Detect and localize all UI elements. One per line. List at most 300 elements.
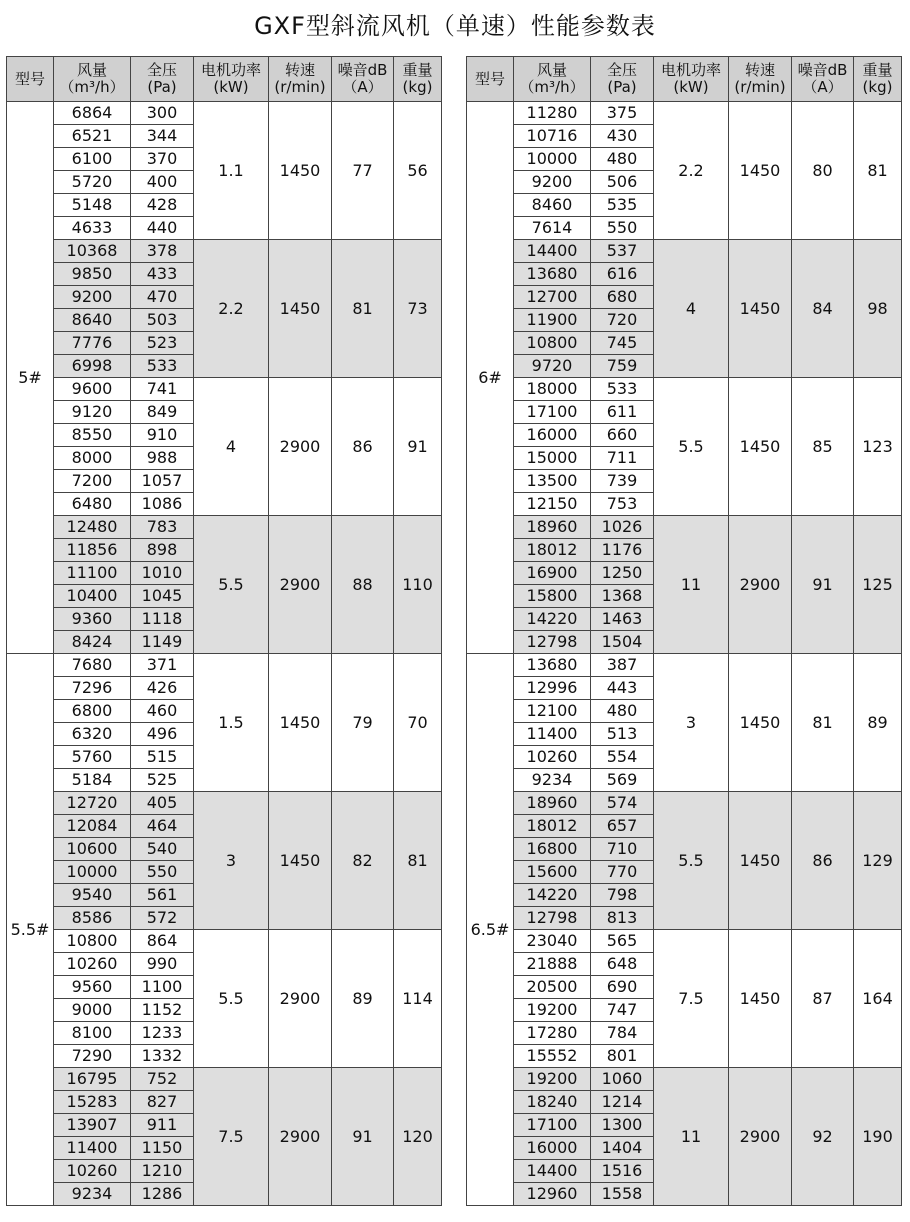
performance-table <box>6 56 442 1206</box>
noise-cell: 79 <box>332 654 394 792</box>
total-pressure-cell: 898 <box>131 539 194 562</box>
speed-cell: 2900 <box>269 930 332 1068</box>
air-volume-cell: 8460 <box>514 194 591 217</box>
header-motor-power <box>654 57 729 102</box>
total-pressure-cell: 720 <box>591 309 654 332</box>
total-pressure-cell: 990 <box>131 953 194 976</box>
noise-cell: 77 <box>332 102 394 240</box>
motor-power-cell: 1.5 <box>194 654 269 792</box>
weight-cell: 98 <box>854 240 902 378</box>
total-pressure-cell: 378 <box>131 240 194 263</box>
total-pressure-cell: 515 <box>131 746 194 769</box>
total-pressure-cell: 572 <box>131 907 194 930</box>
air-volume-cell: 7200 <box>54 470 131 493</box>
air-volume-cell: 6800 <box>54 700 131 723</box>
air-volume-cell: 6998 <box>54 355 131 378</box>
header-noise <box>792 57 854 102</box>
total-pressure-cell: 460 <box>131 700 194 723</box>
header-motor-power <box>194 57 269 102</box>
air-volume-cell: 12960 <box>514 1183 591 1206</box>
total-pressure-cell: 988 <box>131 447 194 470</box>
total-pressure-cell: 1233 <box>131 1022 194 1045</box>
total-pressure-cell: 550 <box>591 217 654 240</box>
total-pressure-cell: 440 <box>131 217 194 240</box>
header-total-pressure-line: 全压 <box>606 61 637 79</box>
noise-cell: 92 <box>792 1068 854 1206</box>
motor-power-cell: 11 <box>654 1068 729 1206</box>
table-row <box>7 516 442 539</box>
model-cell: 6.5# <box>467 654 514 1206</box>
header-weight-line: 重量 <box>402 61 433 79</box>
weight-cell: 89 <box>854 654 902 792</box>
total-pressure-cell: 1057 <box>131 470 194 493</box>
total-pressure-cell: 1516 <box>591 1160 654 1183</box>
air-volume-cell: 9540 <box>54 884 131 907</box>
total-pressure-cell: 496 <box>131 723 194 746</box>
air-volume-cell: 10368 <box>54 240 131 263</box>
total-pressure-cell: 1149 <box>131 631 194 654</box>
air-volume-cell: 5148 <box>54 194 131 217</box>
air-volume-cell: 6100 <box>54 148 131 171</box>
total-pressure-cell: 433 <box>131 263 194 286</box>
performance-table <box>466 56 902 1206</box>
air-volume-cell: 7290 <box>54 1045 131 1068</box>
total-pressure-cell: 801 <box>591 1045 654 1068</box>
total-pressure-cell: 711 <box>591 447 654 470</box>
total-pressure-cell: 1176 <box>591 539 654 562</box>
total-pressure-cell: 428 <box>131 194 194 217</box>
air-volume-cell: 14400 <box>514 240 591 263</box>
noise-cell: 86 <box>792 792 854 930</box>
header-weight-line: (kg) <box>862 78 893 96</box>
air-volume-cell: 12150 <box>514 493 591 516</box>
noise-cell: 91 <box>332 1068 394 1206</box>
air-volume-cell: 8000 <box>54 447 131 470</box>
motor-power-cell: 5.5 <box>654 792 729 930</box>
air-volume-cell: 7296 <box>54 677 131 700</box>
speed-cell: 1450 <box>269 240 332 378</box>
header-row <box>467 57 902 102</box>
total-pressure-cell: 1404 <box>591 1137 654 1160</box>
air-volume-cell: 18012 <box>514 539 591 562</box>
total-pressure-cell: 387 <box>591 654 654 677</box>
air-volume-cell: 18000 <box>514 378 591 401</box>
total-pressure-cell: 523 <box>131 332 194 355</box>
total-pressure-cell: 300 <box>131 102 194 125</box>
speed-cell: 1450 <box>269 654 332 792</box>
noise-cell: 84 <box>792 240 854 378</box>
air-volume-cell: 15552 <box>514 1045 591 1068</box>
total-pressure-cell: 1332 <box>131 1045 194 1068</box>
total-pressure-cell: 1045 <box>131 585 194 608</box>
weight-cell: 129 <box>854 792 902 930</box>
table-row <box>7 378 442 401</box>
weight-cell: 190 <box>854 1068 902 1206</box>
air-volume-cell: 9560 <box>54 976 131 999</box>
total-pressure-cell: 533 <box>131 355 194 378</box>
total-pressure-cell: 464 <box>131 815 194 838</box>
header-total-pressure-line: 全压 <box>146 61 177 79</box>
noise-cell: 88 <box>332 516 394 654</box>
header-weight <box>394 57 442 102</box>
total-pressure-cell: 1086 <box>131 493 194 516</box>
header-motor-power-line: (kW) <box>673 78 709 96</box>
total-pressure-cell: 537 <box>591 240 654 263</box>
air-volume-cell: 6864 <box>54 102 131 125</box>
air-volume-cell: 9234 <box>54 1183 131 1206</box>
air-volume-cell: 8640 <box>54 309 131 332</box>
air-volume-cell: 10716 <box>514 125 591 148</box>
air-volume-cell: 18960 <box>514 516 591 539</box>
speed-cell: 1450 <box>729 378 792 516</box>
motor-power-cell: 5.5 <box>654 378 729 516</box>
total-pressure-cell: 616 <box>591 263 654 286</box>
air-volume-cell: 10260 <box>54 1160 131 1183</box>
table-row <box>467 1068 902 1091</box>
air-volume-cell: 7776 <box>54 332 131 355</box>
air-volume-cell: 8586 <box>54 907 131 930</box>
total-pressure-cell: 405 <box>131 792 194 815</box>
air-volume-cell: 20500 <box>514 976 591 999</box>
air-volume-cell: 9120 <box>54 401 131 424</box>
total-pressure-cell: 759 <box>591 355 654 378</box>
header-model: 型号 <box>7 57 54 102</box>
weight-cell: 56 <box>394 102 442 240</box>
header-air-volume-line: 风量 <box>536 61 567 79</box>
total-pressure-cell: 1100 <box>131 976 194 999</box>
total-pressure-cell: 753 <box>591 493 654 516</box>
table-row <box>7 654 442 677</box>
air-volume-cell: 11100 <box>54 562 131 585</box>
air-volume-cell: 14220 <box>514 608 591 631</box>
total-pressure-cell: 1214 <box>591 1091 654 1114</box>
motor-power-cell: 5.5 <box>194 516 269 654</box>
weight-cell: 114 <box>394 930 442 1068</box>
total-pressure-cell: 1250 <box>591 562 654 585</box>
noise-cell: 81 <box>332 240 394 378</box>
total-pressure-cell: 864 <box>131 930 194 953</box>
speed-cell: 1450 <box>269 102 332 240</box>
air-volume-cell: 6320 <box>54 723 131 746</box>
air-volume-cell: 12720 <box>54 792 131 815</box>
header-noise-line: 噪音dB <box>337 61 388 79</box>
total-pressure-cell: 565 <box>591 930 654 953</box>
header-model: 型号 <box>467 57 514 102</box>
air-volume-cell: 10000 <box>514 148 591 171</box>
header-total-pressure <box>591 57 654 102</box>
air-volume-cell: 10260 <box>514 746 591 769</box>
total-pressure-cell: 1118 <box>131 608 194 631</box>
header-air-volume-line: （m³/h） <box>519 78 585 96</box>
total-pressure-cell: 535 <box>591 194 654 217</box>
air-volume-cell: 6521 <box>54 125 131 148</box>
total-pressure-cell: 739 <box>591 470 654 493</box>
total-pressure-cell: 660 <box>591 424 654 447</box>
total-pressure-cell: 506 <box>591 171 654 194</box>
header-speed <box>729 57 792 102</box>
model-cell: 5.5# <box>7 654 54 1206</box>
air-volume-cell: 5720 <box>54 171 131 194</box>
total-pressure-cell: 910 <box>131 424 194 447</box>
total-pressure-cell: 513 <box>591 723 654 746</box>
header-air-volume-line: （m³/h） <box>59 78 125 96</box>
total-pressure-cell: 1300 <box>591 1114 654 1137</box>
total-pressure-cell: 1210 <box>131 1160 194 1183</box>
speed-cell: 2900 <box>269 516 332 654</box>
air-volume-cell: 16800 <box>514 838 591 861</box>
total-pressure-cell: 443 <box>591 677 654 700</box>
motor-power-cell: 2.2 <box>194 240 269 378</box>
motor-power-cell: 5.5 <box>194 930 269 1068</box>
air-volume-cell: 9200 <box>54 286 131 309</box>
total-pressure-cell: 1060 <box>591 1068 654 1091</box>
total-pressure-cell: 1368 <box>591 585 654 608</box>
noise-cell: 82 <box>332 792 394 930</box>
header-total-pressure-line: (Pa) <box>147 78 177 96</box>
air-volume-cell: 7614 <box>514 217 591 240</box>
air-volume-cell: 19200 <box>514 1068 591 1091</box>
air-volume-cell: 8424 <box>54 631 131 654</box>
air-volume-cell: 23040 <box>514 930 591 953</box>
noise-cell: 81 <box>792 654 854 792</box>
air-volume-cell: 12798 <box>514 907 591 930</box>
header-weight-line: 重量 <box>862 61 893 79</box>
table-row <box>467 378 902 401</box>
air-volume-cell: 6480 <box>54 493 131 516</box>
header-noise-line: （A） <box>342 78 383 96</box>
total-pressure-cell: 550 <box>131 861 194 884</box>
page-title: GXF型斜流风机（单速）性能参数表 <box>254 12 656 40</box>
header-air-volume <box>54 57 131 102</box>
speed-cell: 1450 <box>729 240 792 378</box>
air-volume-cell: 19200 <box>514 999 591 1022</box>
model-cell: 6# <box>467 102 514 654</box>
air-volume-cell: 16795 <box>54 1068 131 1091</box>
table-row <box>7 792 442 815</box>
table-row <box>467 930 902 953</box>
air-volume-cell: 9000 <box>54 999 131 1022</box>
air-volume-cell: 5184 <box>54 769 131 792</box>
air-volume-cell: 11400 <box>54 1137 131 1160</box>
total-pressure-cell: 1150 <box>131 1137 194 1160</box>
total-pressure-cell: 400 <box>131 171 194 194</box>
total-pressure-cell: 561 <box>131 884 194 907</box>
weight-cell: 125 <box>854 516 902 654</box>
air-volume-cell: 11900 <box>514 309 591 332</box>
air-volume-cell: 17100 <box>514 401 591 424</box>
air-volume-cell: 7680 <box>54 654 131 677</box>
air-volume-cell: 12996 <box>514 677 591 700</box>
weight-cell: 73 <box>394 240 442 378</box>
air-volume-cell: 8550 <box>54 424 131 447</box>
total-pressure-cell: 849 <box>131 401 194 424</box>
total-pressure-cell: 747 <box>591 999 654 1022</box>
right-spec-panel <box>466 56 902 1206</box>
noise-cell: 80 <box>792 102 854 240</box>
table-row <box>467 654 902 677</box>
total-pressure-cell: 470 <box>131 286 194 309</box>
noise-cell: 91 <box>792 516 854 654</box>
table-row <box>7 240 442 263</box>
header-speed-line: (r/min) <box>734 78 786 96</box>
motor-power-cell: 11 <box>654 516 729 654</box>
motor-power-cell: 7.5 <box>194 1068 269 1206</box>
air-volume-cell: 13680 <box>514 263 591 286</box>
speed-cell: 1450 <box>729 102 792 240</box>
air-volume-cell: 16900 <box>514 562 591 585</box>
noise-cell: 87 <box>792 930 854 1068</box>
header-motor-power-line: (kW) <box>213 78 249 96</box>
air-volume-cell: 12700 <box>514 286 591 309</box>
motor-power-cell: 3 <box>654 654 729 792</box>
header-total-pressure <box>131 57 194 102</box>
air-volume-cell: 18960 <box>514 792 591 815</box>
header-weight-line: (kg) <box>402 78 433 96</box>
total-pressure-cell: 540 <box>131 838 194 861</box>
speed-cell: 1450 <box>269 792 332 930</box>
weight-cell: 81 <box>854 102 902 240</box>
total-pressure-cell: 827 <box>131 1091 194 1114</box>
total-pressure-cell: 1463 <box>591 608 654 631</box>
total-pressure-cell: 430 <box>591 125 654 148</box>
air-volume-cell: 11400 <box>514 723 591 746</box>
air-volume-cell: 17280 <box>514 1022 591 1045</box>
speed-cell: 2900 <box>729 516 792 654</box>
header-noise-line: 噪音dB <box>797 61 848 79</box>
air-volume-cell: 12084 <box>54 815 131 838</box>
total-pressure-cell: 480 <box>591 700 654 723</box>
header-weight <box>854 57 902 102</box>
total-pressure-cell: 770 <box>591 861 654 884</box>
air-volume-cell: 11856 <box>54 539 131 562</box>
air-volume-cell: 15283 <box>54 1091 131 1114</box>
speed-cell: 1450 <box>729 792 792 930</box>
air-volume-cell: 21888 <box>514 953 591 976</box>
motor-power-cell: 3 <box>194 792 269 930</box>
speed-cell: 2900 <box>269 378 332 516</box>
air-volume-cell: 10000 <box>54 861 131 884</box>
total-pressure-cell: 752 <box>131 1068 194 1091</box>
motor-power-cell: 4 <box>654 240 729 378</box>
total-pressure-cell: 1558 <box>591 1183 654 1206</box>
total-pressure-cell: 1286 <box>131 1183 194 1206</box>
air-volume-cell: 16000 <box>514 424 591 447</box>
air-volume-cell: 15000 <box>514 447 591 470</box>
total-pressure-cell: 375 <box>591 102 654 125</box>
motor-power-cell: 7.5 <box>654 930 729 1068</box>
air-volume-cell: 10800 <box>54 930 131 953</box>
weight-cell: 110 <box>394 516 442 654</box>
total-pressure-cell: 783 <box>131 516 194 539</box>
noise-cell: 86 <box>332 378 394 516</box>
weight-cell: 123 <box>854 378 902 516</box>
air-volume-cell: 13907 <box>54 1114 131 1137</box>
total-pressure-cell: 1504 <box>591 631 654 654</box>
air-volume-cell: 10600 <box>54 838 131 861</box>
motor-power-cell: 1.1 <box>194 102 269 240</box>
table-row <box>7 102 442 125</box>
table-row <box>7 1068 442 1091</box>
air-volume-cell: 12480 <box>54 516 131 539</box>
total-pressure-cell: 574 <box>591 792 654 815</box>
speed-cell: 1450 <box>729 930 792 1068</box>
air-volume-cell: 14400 <box>514 1160 591 1183</box>
table-row <box>7 930 442 953</box>
total-pressure-cell: 784 <box>591 1022 654 1045</box>
air-volume-cell: 17100 <box>514 1114 591 1137</box>
total-pressure-cell: 525 <box>131 769 194 792</box>
weight-cell: 81 <box>394 792 442 930</box>
header-speed-line: 转速 <box>744 61 775 79</box>
table-row <box>467 102 902 125</box>
air-volume-cell: 15600 <box>514 861 591 884</box>
total-pressure-cell: 533 <box>591 378 654 401</box>
total-pressure-cell: 611 <box>591 401 654 424</box>
total-pressure-cell: 911 <box>131 1114 194 1137</box>
air-volume-cell: 11280 <box>514 102 591 125</box>
air-volume-cell: 16000 <box>514 1137 591 1160</box>
air-volume-cell: 10260 <box>54 953 131 976</box>
total-pressure-cell: 813 <box>591 907 654 930</box>
total-pressure-cell: 648 <box>591 953 654 976</box>
air-volume-cell: 12100 <box>514 700 591 723</box>
air-volume-cell: 9200 <box>514 171 591 194</box>
header-row <box>7 57 442 102</box>
left-spec-panel <box>6 56 442 1206</box>
header-speed-line: (r/min) <box>274 78 326 96</box>
total-pressure-cell: 710 <box>591 838 654 861</box>
noise-cell: 85 <box>792 378 854 516</box>
air-volume-cell: 13680 <box>514 654 591 677</box>
total-pressure-cell: 745 <box>591 332 654 355</box>
model-cell: 5# <box>7 102 54 654</box>
air-volume-cell: 18240 <box>514 1091 591 1114</box>
header-noise <box>332 57 394 102</box>
total-pressure-cell: 371 <box>131 654 194 677</box>
air-volume-cell: 10400 <box>54 585 131 608</box>
header-total-pressure-line: (Pa) <box>607 78 637 96</box>
total-pressure-cell: 480 <box>591 148 654 171</box>
noise-cell: 89 <box>332 930 394 1068</box>
header-noise-line: （A） <box>802 78 843 96</box>
speed-cell: 1450 <box>729 654 792 792</box>
weight-cell: 164 <box>854 930 902 1068</box>
table-row <box>467 240 902 263</box>
air-volume-cell: 8100 <box>54 1022 131 1045</box>
total-pressure-cell: 426 <box>131 677 194 700</box>
header-speed-line: 转速 <box>284 61 315 79</box>
total-pressure-cell: 680 <box>591 286 654 309</box>
air-volume-cell: 9234 <box>514 769 591 792</box>
table-row <box>467 516 902 539</box>
speed-cell: 2900 <box>269 1068 332 1206</box>
total-pressure-cell: 569 <box>591 769 654 792</box>
weight-cell: 120 <box>394 1068 442 1206</box>
total-pressure-cell: 690 <box>591 976 654 999</box>
table-row <box>467 792 902 815</box>
header-air-volume <box>514 57 591 102</box>
weight-cell: 91 <box>394 378 442 516</box>
air-volume-cell: 5760 <box>54 746 131 769</box>
total-pressure-cell: 1026 <box>591 516 654 539</box>
total-pressure-cell: 344 <box>131 125 194 148</box>
total-pressure-cell: 554 <box>591 746 654 769</box>
air-volume-cell: 4633 <box>54 217 131 240</box>
air-volume-cell: 12798 <box>514 631 591 654</box>
header-motor-power-line: 电机功率 <box>660 61 721 79</box>
total-pressure-cell: 657 <box>591 815 654 838</box>
total-pressure-cell: 798 <box>591 884 654 907</box>
